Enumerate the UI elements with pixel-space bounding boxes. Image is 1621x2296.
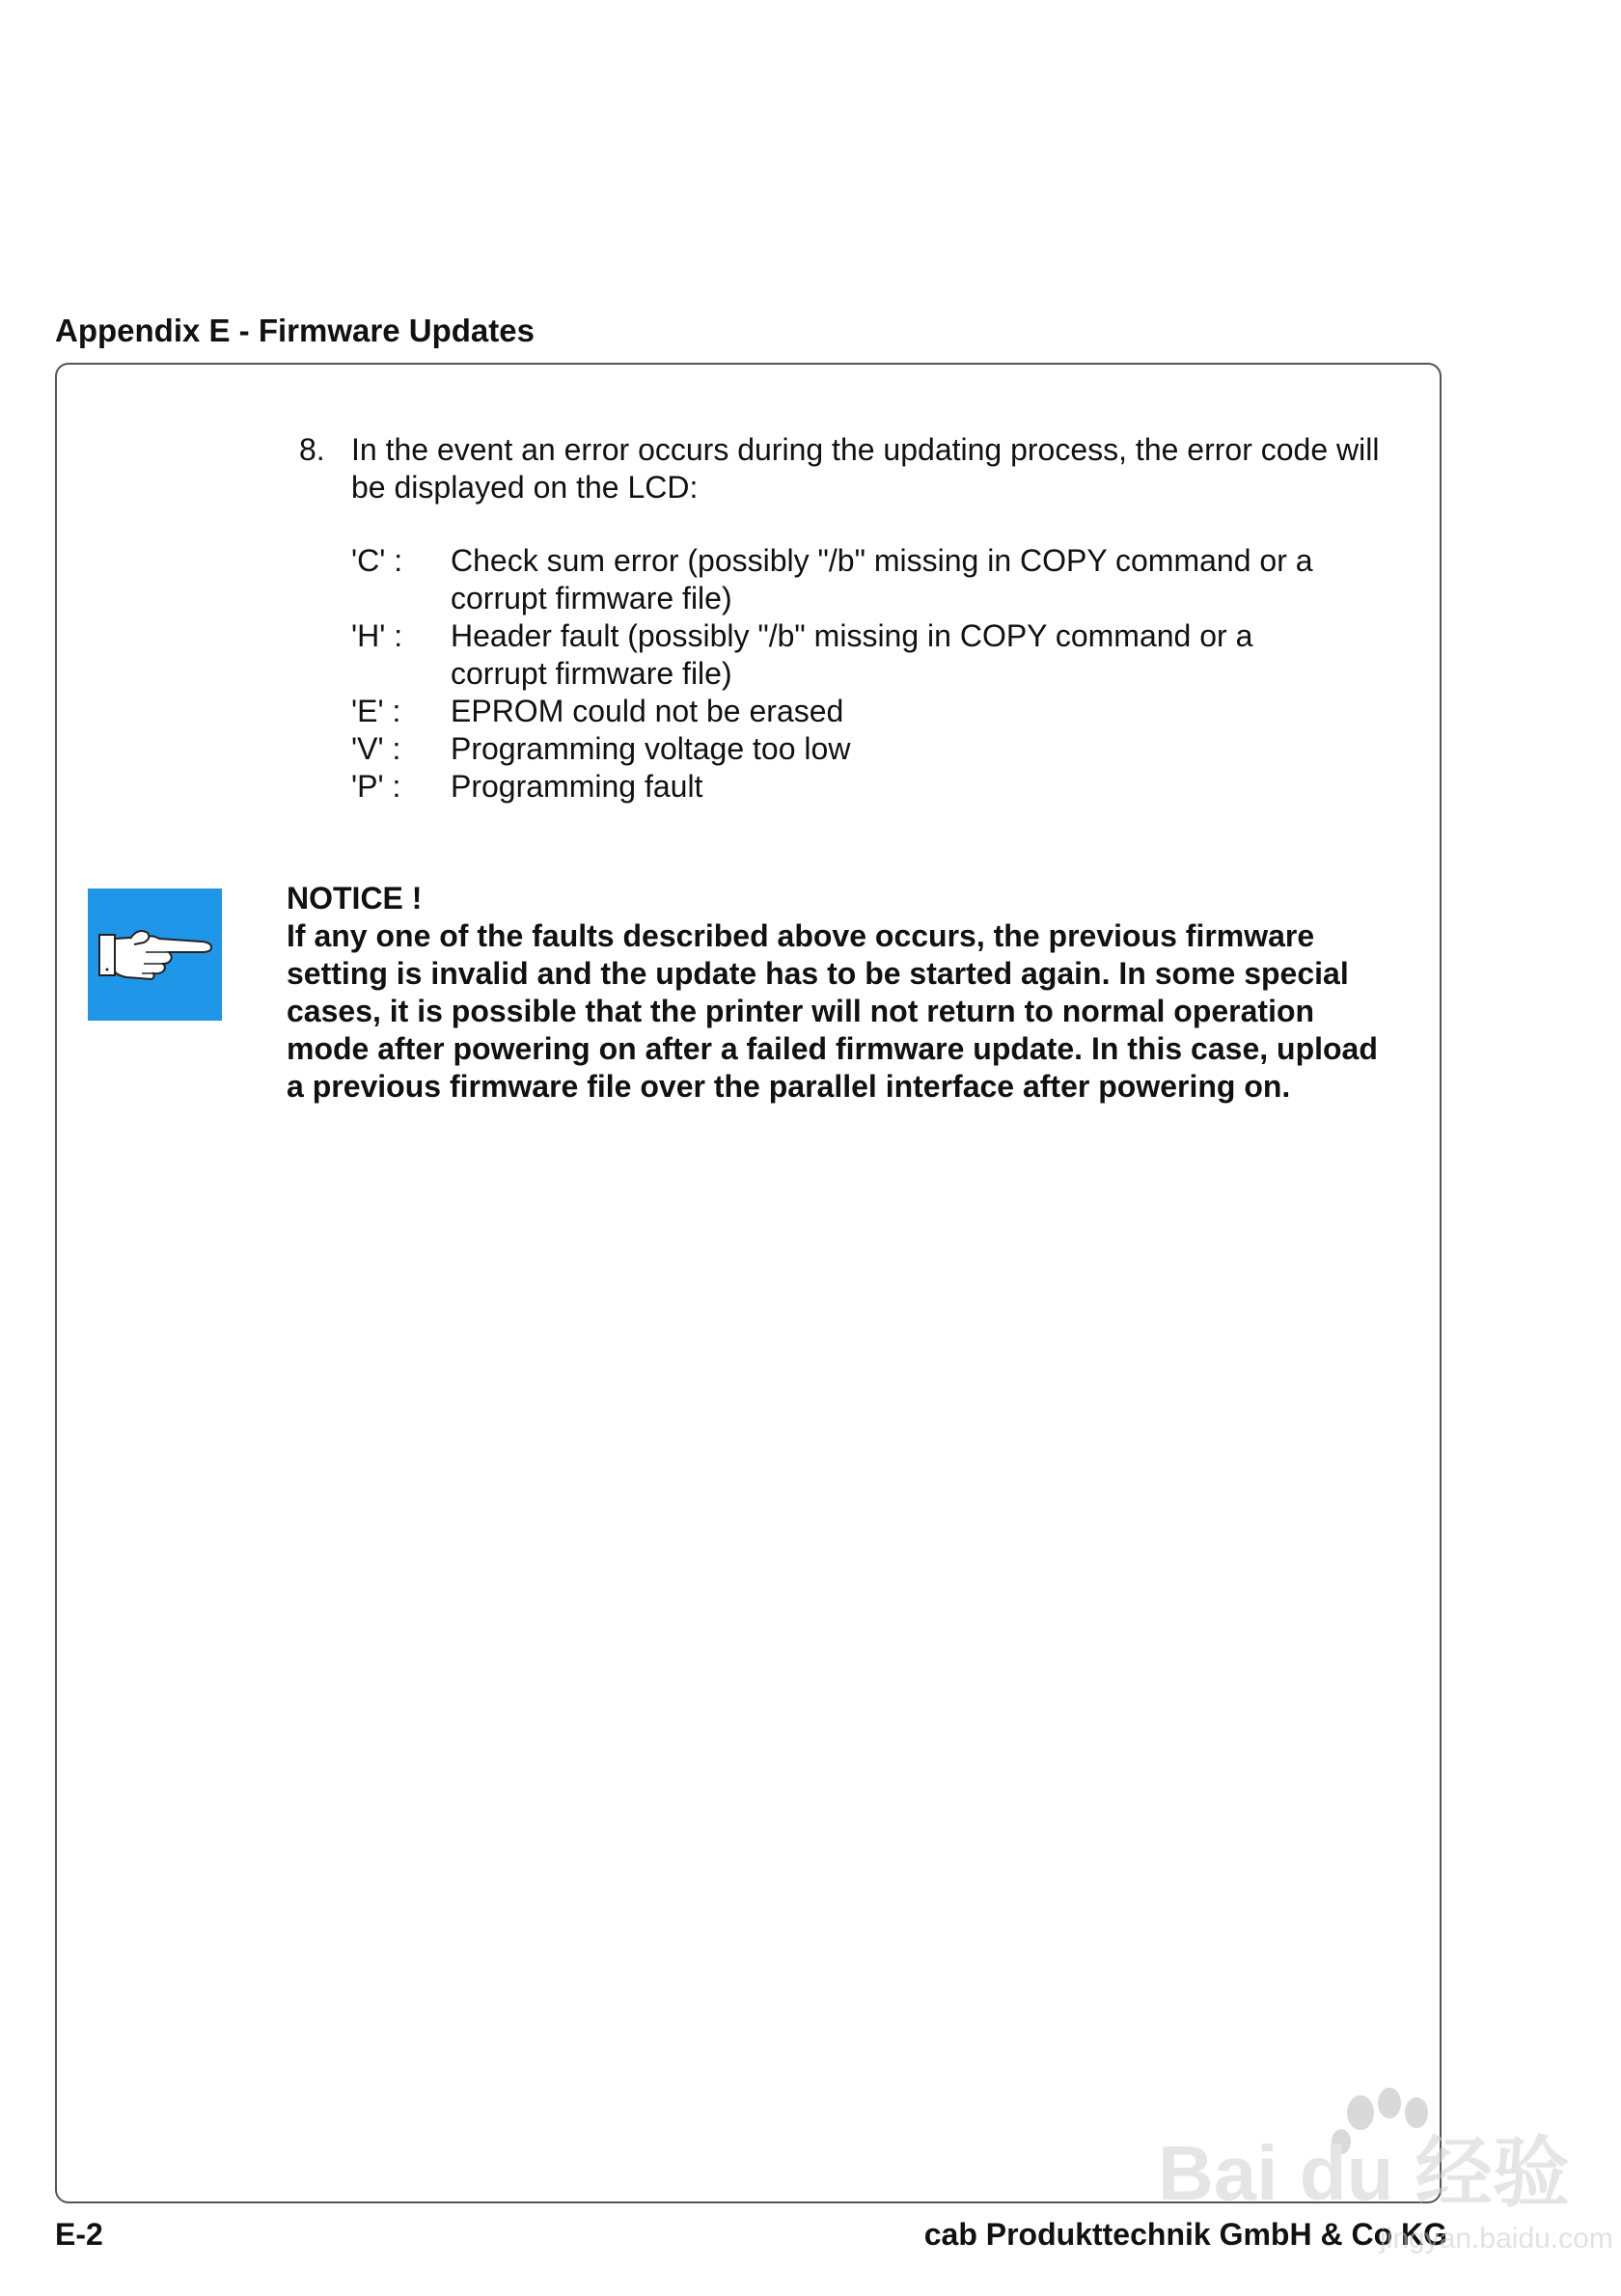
error-code-list <box>351 542 1393 806</box>
notice-title: NOTICE ! <box>287 881 423 916</box>
error-code-row <box>351 693 1393 730</box>
watermark-site: jingyan.baidu.com <box>1380 2223 1613 2255</box>
error-code-description: Check sum error (possibly "/b" missing in COPY command or a corrupt firmware file) <box>451 543 1313 615</box>
notice-text: If any one of the faults described above occurs, the previous firmware setting is invalid and the update has to be started again. In some special cases, it is possible that the printer will not return to normal operation mode after powering on after a failed firmware update. In this case, upload a previous firmware file over the parallel interface after powering on. <box>287 918 1378 1104</box>
watermark-brand: Bai du 经验 <box>1158 2130 1570 2216</box>
page-number: E-2 <box>55 2217 103 2252</box>
error-code-key: 'H' : <box>351 618 403 653</box>
error-code-description: Programming fault <box>451 769 703 804</box>
footer-company: cab Produkttechnik GmbH & Co KG <box>923 2217 1447 2252</box>
error-code-description: EPROM could not be erased <box>451 694 844 728</box>
error-code-row <box>351 617 1393 693</box>
error-code-row <box>351 768 1393 806</box>
error-code-row <box>351 730 1393 768</box>
error-code-description: Header fault (possibly "/b" missing in COPY command or a corrupt firmware file) <box>451 618 1253 691</box>
error-code-key: 'P' : <box>351 769 401 804</box>
page-title: Appendix E - Firmware Updates <box>55 313 535 348</box>
error-code-row <box>351 542 1393 617</box>
step-number: 8. <box>299 432 325 467</box>
error-code-key: 'V' : <box>351 731 401 766</box>
error-code-key: 'E' : <box>351 694 401 728</box>
error-code-key: 'C' : <box>351 543 403 578</box>
notice-block <box>287 880 1396 1106</box>
watermark-logo <box>1158 2074 1613 2267</box>
pointing-hand-icon <box>88 888 222 1021</box>
error-code-description: Programming voltage too low <box>451 731 851 766</box>
step-text: In the event an error occurs during the updating process, the error code will be displayed on the LCD: <box>351 432 1380 505</box>
